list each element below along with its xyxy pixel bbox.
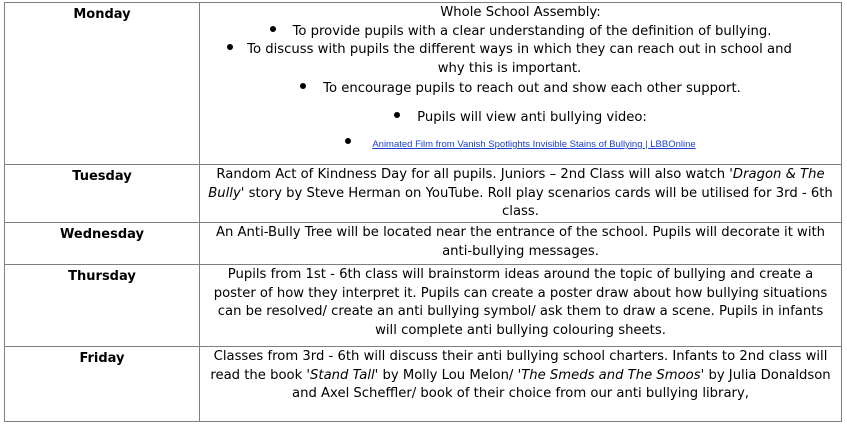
bullet-icon [270,26,276,32]
list-item [206,80,835,99]
activity-cell-friday [200,347,842,422]
day-cell-monday: Monday [5,3,200,165]
assembly-title: Whole School Assembly: [440,5,601,20]
day-cell-friday: Friday [5,347,200,422]
activity-cell-wednesday: An Anti-Bully Tree will be located near the entrance of the school. Pupils will decorate it with anti-bullying messages. [200,223,842,265]
bullet-text: Pupils will view anti bullying video: [417,109,647,125]
book-title: 'The Smeds and The Smoos' [517,367,705,383]
activity-text: by Molly Lou Melon/ [378,367,518,383]
book-title: 'Stand Tall' [306,367,379,383]
table-row-friday [5,347,842,422]
video-title: 'Dragon & The Bully' [208,167,825,201]
video-link[interactable]: Animated Film from Vanish Spotlights Invisible Stains of Bullying | LBBOnline [372,139,696,150]
list-item [206,41,835,78]
bullet-text: To discuss with pupils the different ways in which they can reach out in school and why this is important. [247,42,792,76]
table-row-wednesday [5,223,842,265]
bullet-icon [300,83,306,89]
activity-text: story by Steve Herman on YouTube. Roll play scenarios cards will be utilised for 3rd - 6th class. [244,185,833,219]
table-row-tuesday [5,165,842,223]
activity-cell-thursday: Pupils from 1st - 6th class will brainstorm ideas around the topic of bullying and create a poster of how they interpret it. Pupils can create a poster draw about how bullying situations can be resolved/ create an anti bullying symbol/ ask them to draw a scene. Pupils in infants will complete anti bullying colouring sheets. [200,265,842,347]
list-item [206,23,835,42]
table-row-monday [5,3,842,165]
day-cell-thursday: Thursday [5,265,200,347]
bullet-text: To encourage pupils to reach out and show each other support. [323,81,741,96]
activity-cell-tuesday [200,165,842,223]
bullet-icon [345,138,351,144]
bullet-icon [394,112,400,118]
list-item [206,137,835,152]
bullet-text: To provide pupils with a clear understanding of the definition of bullying. [292,23,772,39]
activity-text: Classes from 3rd - 6th will discuss their anti bullying school charters. Infants to 2nd class will read the book [210,349,828,383]
table-row-thursday [5,265,842,347]
anti-bullying-week-table [4,2,842,422]
list-item [206,109,835,128]
activity-cell-monday [200,3,842,165]
day-cell-tuesday: Tuesday [5,165,200,223]
bullet-icon [227,44,233,50]
day-cell-wednesday: Wednesday [5,223,200,265]
activity-text: Random Act of Kindness Day for all pupils. Juniors – 2nd Class will also watch [216,167,730,182]
activity-text: by Julia Donaldson and Axel Scheffler/ book of their choice from our anti bullying library, [292,367,831,401]
